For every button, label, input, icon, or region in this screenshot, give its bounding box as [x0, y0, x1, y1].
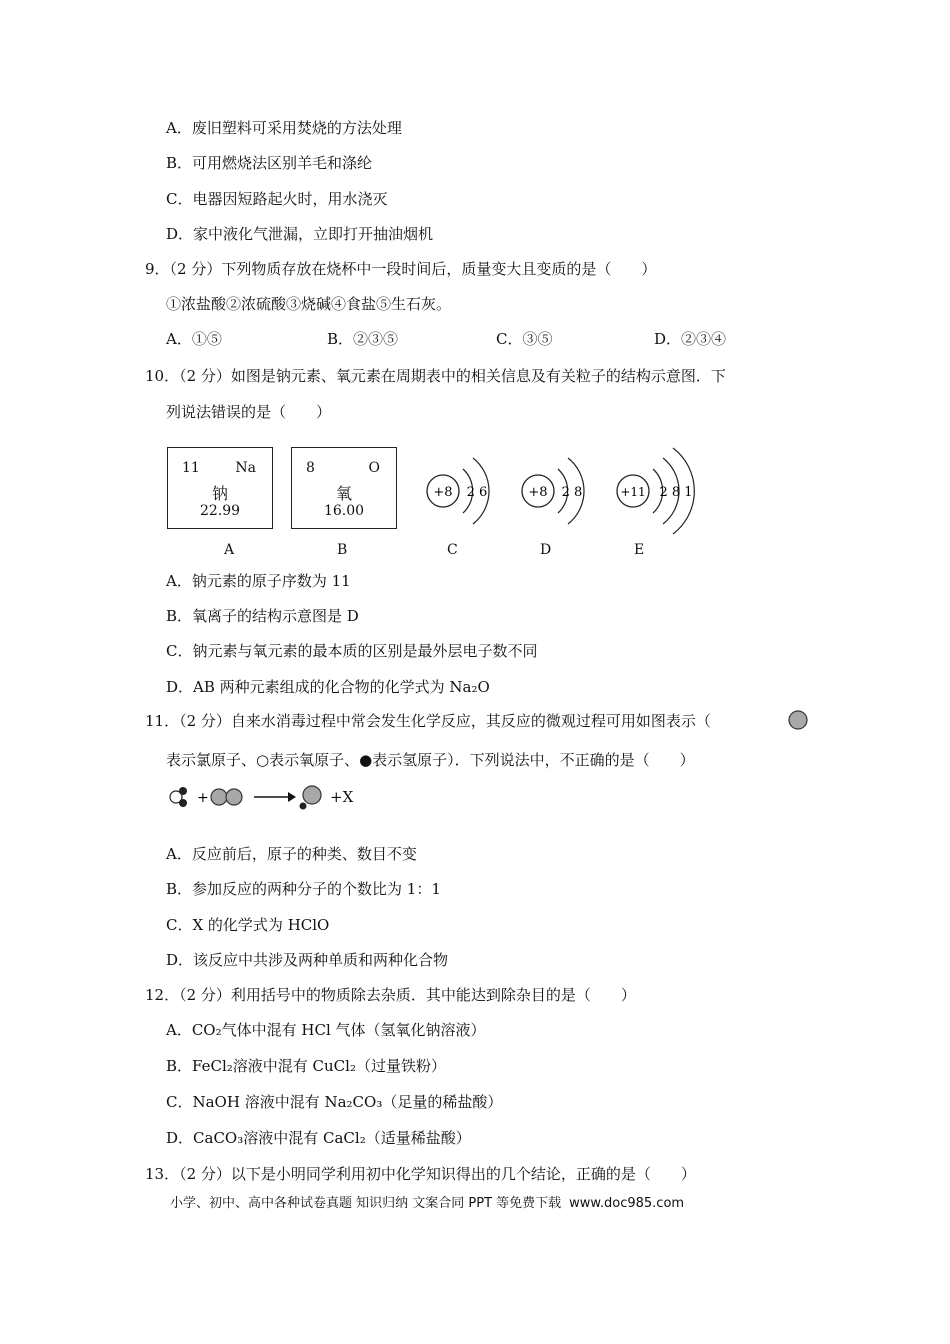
figure-label-b: B [337, 542, 348, 558]
oxygen-element-box [291, 447, 397, 529]
diagram-d-shells: 2 8 [561, 485, 583, 500]
q8-option-c: C．电器因短路起火时，用水浇灭 [166, 190, 388, 208]
q11-stem-line1 [145, 711, 711, 731]
q11-stem-line2: 表示氯原子、○表示氧原子、●表示氢原子）．下列说法中，不正确的是（ ） [166, 751, 695, 769]
chlorine-molecule-icon [211, 789, 242, 805]
chlorine-atom-icon [787, 709, 809, 731]
figure-label-e: E [634, 542, 645, 558]
figure-label-a: A [224, 542, 235, 558]
oxygen-atomic-number: 8 [306, 460, 315, 476]
sodium-atomic-number: 11 [182, 460, 200, 476]
q10-stem-text: （2 分）如图是钠元素、氧元素在周期表中的相关信息及有关粒子的结构示意图．下 [179, 367, 726, 385]
sodium-symbol: Na [235, 460, 256, 476]
diagram-e-nucleus: +11 [620, 485, 646, 499]
atomic-structure-diagrams [415, 436, 705, 546]
q10-option-d: D．AB 两种元素组成的化合物的化学式为 Na₂O [166, 678, 490, 696]
sodium-name: 钠 [211, 484, 228, 503]
diagram-c [427, 458, 489, 524]
q9-number: 9． [145, 260, 170, 278]
figure-label-c: C [447, 542, 458, 558]
page-footer [170, 1192, 684, 1211]
q11-number: 11． [145, 712, 180, 730]
oxygen-atomic-mass: 16.00 [323, 503, 365, 519]
diagram-c-nucleus: +8 [433, 485, 453, 500]
q12-option-d: D．CaCO₃溶液中混有 CaCl₂（适量稀盐酸） [166, 1129, 471, 1147]
q10-option-a: A．钠元素的原子序数为 11 [166, 572, 351, 590]
q10-option-b: B．氧离子的结构示意图是 D [166, 607, 359, 625]
q12-stem [145, 985, 636, 1005]
q12-option-c: C．NaOH 溶液中混有 Na₂CO₃（足量的稀盐酸） [166, 1093, 503, 1111]
q12-stem-text: （2 分）利用括号中的物质除去杂质．其中能达到除杂目的是（ ） [179, 986, 636, 1004]
q9-stem [145, 259, 656, 279]
q13-stem [145, 1164, 696, 1184]
q9-option-c: C．③⑤ [496, 330, 553, 348]
water-molecule-icon [170, 787, 187, 807]
diagram-d-nucleus: +8 [528, 485, 548, 500]
q9-option-b: B．②③⑤ [327, 330, 399, 348]
reaction-arrow-icon [254, 792, 296, 802]
sodium-element-box [167, 447, 273, 529]
hydrogen-chloride-molecule-icon [300, 786, 322, 810]
q10-stem-line2: 列说法错误的是（ ） [166, 403, 332, 421]
equation-plus-sign: + [197, 790, 209, 806]
q9-items: ①浓盐酸②浓硫酸③烧碱④食盐⑤生石灰。 [166, 295, 452, 313]
q9-option-d: D．②③④ [654, 330, 727, 348]
diagram-e [617, 448, 694, 534]
q10-stem-line1 [145, 366, 726, 386]
diagram-e-shells: 2 8 1 [659, 485, 693, 500]
diagram-c-shells: 2 6 [466, 485, 488, 500]
q12-option-a: A．CO₂气体中混有 HCl 气体（氢氧化钠溶液） [166, 1021, 486, 1039]
q8-option-b: B．可用燃烧法区别羊毛和涤纶 [166, 154, 373, 172]
q11-option-a: A．反应前后，原子的种类、数目不变 [166, 845, 417, 863]
q12-number: 12． [145, 986, 180, 1004]
diagram-d [522, 458, 584, 524]
oxygen-symbol: O [368, 460, 380, 476]
q8-option-d: D．家中液化气泄漏，立即打开抽油烟机 [166, 225, 434, 243]
equation-product-x: +X [330, 788, 354, 806]
q9-stem-text: （2 分）下列物质存放在烧杯中一段时间后，质量变大且变质的是（ ） [169, 260, 657, 278]
q11-option-b: B．参加反应的两种分子的个数比为 1：1 [166, 880, 441, 898]
figure-label-d: D [540, 542, 552, 558]
q12-option-b: B．FeCl₂溶液中混有 CuCl₂（过量铁粉） [166, 1057, 446, 1075]
q11-stem-text: （2 分）自来水消毒过程中常会发生化学反应，其反应的微观过程可用如图表示（ [179, 712, 711, 730]
footer-url[interactable]: www.doc985.com [569, 1196, 685, 1211]
q10-number: 10． [145, 367, 180, 385]
q8-option-a: A．废旧塑料可采用焚烧的方法处理 [166, 119, 402, 137]
sodium-atomic-mass: 22.99 [199, 503, 241, 519]
q13-stem-text: （2 分）以下是小明同学利用初中化学知识得出的几个结论，正确的是（ ） [179, 1165, 696, 1183]
q13-number: 13． [145, 1165, 180, 1183]
q10-option-c: C．钠元素与氧元素的最本质的区别是最外层电子数不同 [166, 642, 538, 660]
q9-option-a: A．①⑤ [166, 330, 222, 348]
q11-option-d: D．该反应中共涉及两种单质和两种化合物 [166, 951, 449, 969]
q11-option-c: C．X 的化学式为 HClO [166, 916, 330, 934]
oxygen-name: 氧 [335, 484, 352, 503]
footer-text: 小学、初中、高中各种试卷真题 知识归纳 文案合同 PPT 等免费下载 [170, 1196, 562, 1211]
